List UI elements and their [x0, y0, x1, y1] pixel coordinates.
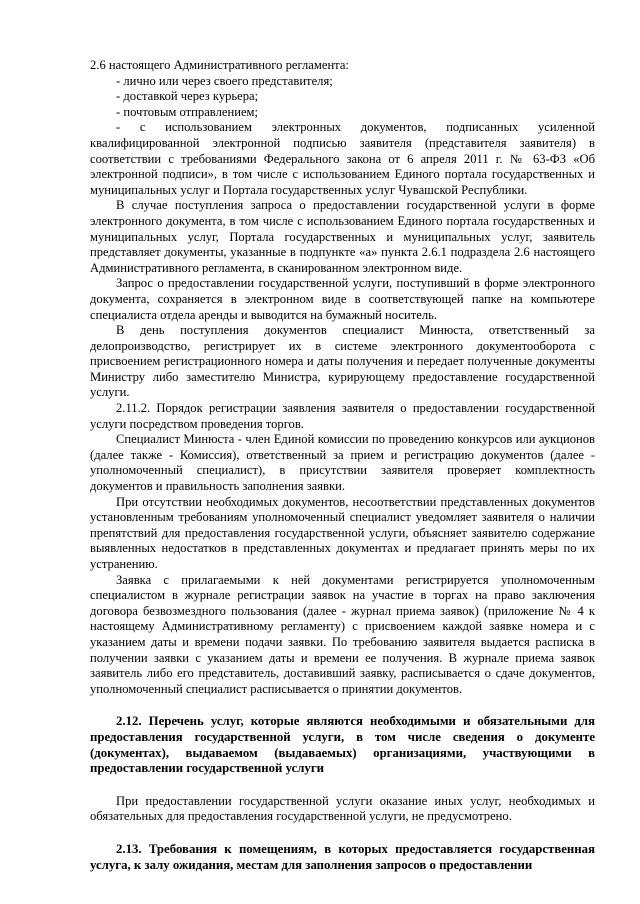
paragraph: 2.11.2. Порядок регистрации заявления заявителя о предоставлении государственной услуги посредством проведения торгов.	[90, 401, 595, 431]
paragraph: В случае поступления запроса о предоставлении государственной услуги в форме электронного документа, в том числе с использованием Единого портала государственных и муниципальных услуг, Портала государственных и муниципальных услуг, заявитель представляет документы, указанные в подпункте «а» пункта 2.6.1 подраздела 2.6 настоящего Административного регламента, в сканированном электронном виде.	[90, 198, 595, 275]
document-page	[90, 58, 595, 873]
spacer	[90, 825, 595, 842]
paragraph: В день поступления документов специалист Минюста, ответственный за делопроизводство, регистрирует их в системе электронного документооборота с присвоением регистрационного номера и даты получения и передает полученные документы Министру либо заместителю Министра, курирующему предоставление государственной услуги.	[90, 323, 595, 400]
paragraph: Запрос о предоставлении государственной услуги, поступивший в форме электронного документа, сохраняется в электронном виде в соответствующей папке на компьютере специалиста отдела аренды и выводится на бумажный носитель.	[90, 276, 595, 322]
spacer	[90, 777, 595, 794]
spacer	[90, 697, 595, 714]
section-heading-2-12: 2.12. Перечень услуг, которые являются необходимыми и обязательными для предоставления государственной услуги, в том числе сведения о документе (документах), выдаваемом (выдаваемых) организациями, участвующими в предоставлении государственной услуги	[90, 714, 595, 776]
paragraph: Заявка с прилагаемыми к ней документами регистрируется уполномоченным специалистом в журнале регистрации заявок на участие в торгах на право заключения договора безвозмездного пользования (далее - журнал приема заявок) (приложение № 4 к настоящему Административному регламенту) с присвоением каждой заявке номера и с указанием даты и времени подачи заявки. По требованию заявителя выдается расписка в получении заявки с указанием даты и времени ее получения. В журнале приема заявок заявитель либо его представитель, доставивший заявку, расписывается о сдаче документов, уполномоченный специалист расписывается о принятии документов.	[90, 572, 595, 696]
paragraph: При предоставлении государственной услуги оказание иных услуг, необходимых и обязательных для предоставления государственной услуги, не предусмотрено.	[90, 793, 595, 824]
paragraph: При отсутствии необходимых документов, несоответствии представленных документов установленным требованиям уполномоченный специалист уведомляет заявителя о наличии препятствий для предоставления государственной услуги, объясняет заявителю содержание выявленных недостатков в представленных документах и предлагает принять меры по их устранению.	[90, 494, 595, 571]
list-item: - доставкой через курьера;	[116, 89, 259, 104]
paragraph: 2.6 настоящего Административного регламента:	[90, 58, 349, 72]
list-item: - почтовым отправлением;	[116, 104, 258, 119]
list-item: - лично или через своего представителя;	[116, 73, 333, 88]
paragraph: Специалист Минюста - член Единой комиссии по проведению конкурсов или аукционов (далее также - Комиссия), ответственный за прием и регистрацию документов (далее - уполномоченный специалист), в присутствии заявителя проверяет комплектность документов и правильность заполнения заявки.	[90, 432, 595, 494]
list-item: - с использованием электронных документов, подписанных усиленной квалифицированной электронной подписью заявителя (представителя заявителя) в соответствии с требованиями Федерального закона от 6 апреля 2011 г. № 63-ФЗ «Об электронной подписи», в том числе с использованием Единого портала государственных и муниципальных услуг и Портала государственных услуг Чувашской Республики.	[90, 120, 595, 197]
section-heading-2-13: 2.13. Требования к помещениям, в которых предоставляется государственная услуга, к залу ожидания, местам для заполнения запросов о предоставлении	[90, 841, 595, 872]
